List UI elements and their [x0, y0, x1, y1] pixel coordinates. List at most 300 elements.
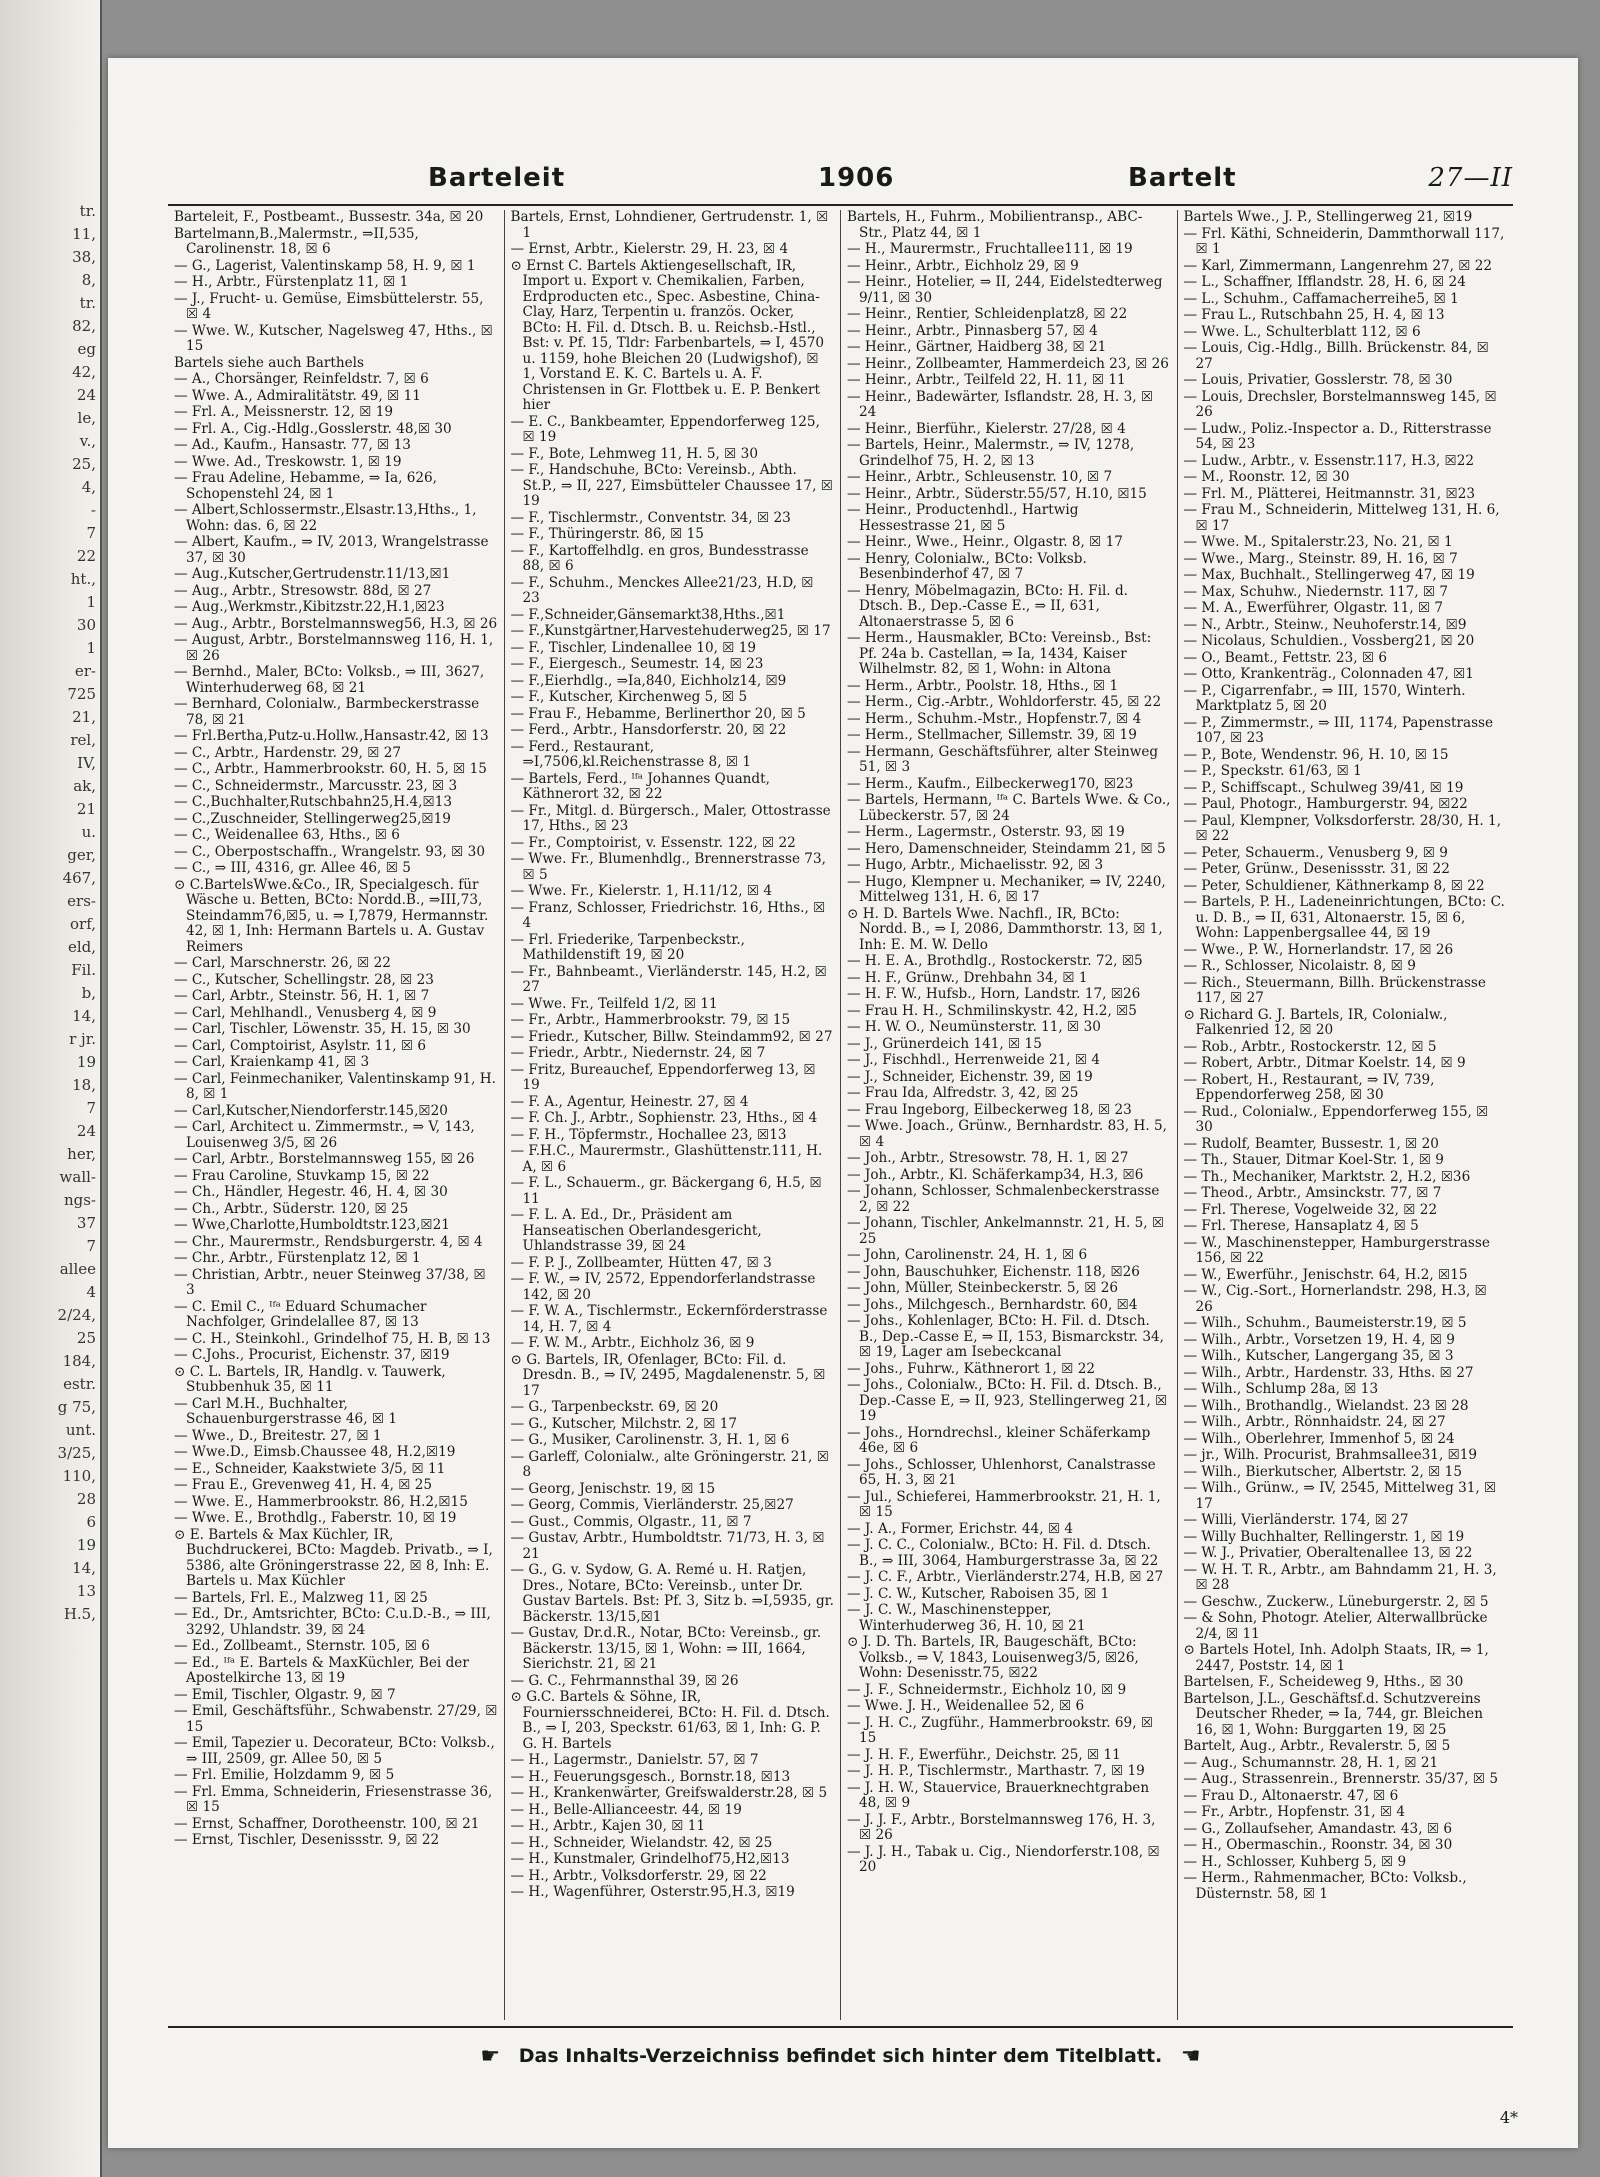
directory-entry: — Ludw., Arbtr., v. Essenstr.117, H.3, ☒22	[1183, 452, 1475, 469]
previous-page-fragment: 19	[76, 1053, 96, 1071]
directory-entry: — Frau M., Schneiderin, Mittelweg 131, H. 6, ☒ 17	[1183, 502, 1500, 534]
directory-entry: — M. A., Ewerführer, Olgastr. 11, ☒ 7	[1183, 600, 1444, 616]
directory-entry: — Herm., Schuhm.-Mstr., Hopfenstr.7, ☒ 4	[847, 710, 1142, 727]
previous-page-fragment: ht.,	[70, 570, 96, 588]
directory-entry: — H., Maurermstr., Fruchtallee111, ☒ 19	[847, 241, 1133, 257]
directory-entry: — Louis, Cig.-Hdlg., Billh. Brückenstr. 84, ☒ 27	[1183, 340, 1489, 372]
directory-entry: — Th., Stauer, Ditmar Koel-Str. 1, ☒ 9	[1183, 1152, 1444, 1168]
directory-entry: Bartels siehe auch Barthels	[174, 354, 364, 371]
directory-entry: — Frl. A., Cig.-Hdlg.,Gosslerstr. 48,☒ 30	[174, 420, 452, 437]
directory-entry: — G., Musiker, Carolinenstr. 3, H. 1, ☒ 6	[510, 1432, 790, 1448]
previous-page-fragment: 14,	[72, 1007, 96, 1025]
previous-page-fragment: 42,	[72, 363, 96, 381]
directory-entry: — F. H., Töpfermstr., Hochallee 23, ☒13	[510, 1126, 787, 1143]
directory-entry: Bartelson, J.L., Geschäftsf.d. Schutzvereins Deutscher Rheder, ⇒ Ia, 744, gr. Bleichen 16, ☒ 1, Wohn: Burggarten 19, ☒ 25	[1183, 1690, 1483, 1738]
directory-entry: — Bartels, P. H., Ladeneinrichtungen, BCto: C. u. D. B., ⇒ II, 631, Altonaerstr. 15, ☒ 6, Wohn: Lappenbergsallee 44, ☒ 19	[1183, 894, 1505, 941]
directory-entry: — Jul., Schieferei, Hammerbrookstr. 21, H. 1, ☒ 15	[847, 1488, 1161, 1520]
directory-entry: — Hero, Damenschneider, Steindamm 21, ☒ 5	[847, 840, 1166, 857]
directory-entry: — Johs., Kohlenlager, BCto: H. Fil. d. Dtsch. B., Dep.-Casse E, ⇒ II, 153, Bismarckstr. 34, ☒ 19, Lager am Isebeckcanal	[847, 1313, 1164, 1360]
directory-entry: — Henry, Colonialw., BCto: Volksb. Besenbinderhof 47, ☒ 7	[847, 550, 1087, 582]
directory-entry: — Aug., Strassenrein., Brennerstr. 35/37, ☒ 5	[1183, 1771, 1499, 1787]
directory-entry: — W. H. T. R., Arbtr., am Bahndamm 21, H. 3, ☒ 28	[1183, 1561, 1497, 1593]
directory-entry: — H., Arbtr., Fürstenplatz 11, ☒ 1	[174, 274, 409, 290]
directory-entry: — Frl. Friederike, Tarpenbeckstr., Mathildenstift 19, ☒ 20	[510, 931, 745, 963]
previous-page-fragment: 4,	[81, 478, 96, 496]
directory-entry: — G., Tarpenbeckstr. 69, ☒ 20	[510, 1399, 719, 1415]
directory-entry: — G., Zollaufseher, Amandastr. 43, ☒ 6	[1183, 1820, 1452, 1837]
directory-entry: — C., Schneidermstr., Marcusstr. 23, ☒ 3	[174, 777, 458, 794]
directory-entry: ⊙ G.C. Bartels & Söhne, IR, Fourniersschneiderei, BCto: H. Fil. d. Dtsch. B., ⇒ I, 203, Speckstr. 61/63, ☒ 1, Inh: G. P. G. H. Bartels	[510, 1689, 830, 1752]
directory-entry: — Karl, Zimmermann, Langenrehm 27, ☒ 22	[1183, 257, 1493, 274]
directory-entry: ⊙ Bartels Hotel, Inh. Adolph Staats, IR, ⇒ 1, 2447, Poststr. 14, ☒ 1	[1183, 1642, 1489, 1674]
directory-entry: — Herm., Kaufm., Eilbeckerweg170, ☒23	[847, 775, 1134, 792]
directory-entry: — H., Lagermstr., Danielstr. 57, ☒ 7	[510, 1752, 759, 1768]
directory-entry: — August, Arbtr., Borstelmannsweg 116, H. 1, ☒ 26	[174, 632, 494, 664]
signature-mark: 4*	[1499, 2108, 1518, 2127]
directory-entry: — Aug.,Kutscher,Gertrudenstr.11/13,☒1	[174, 566, 451, 582]
directory-entry: — Wwe. A., Admiralitätstr. 49, ☒ 11	[174, 387, 421, 404]
directory-entry: — Nicolaus, Schuldien., Vossberg21, ☒ 20	[1183, 633, 1475, 649]
directory-entry: — F. W. A., Tischlermstr., Eckernförderstrasse 14, H. 7, ☒ 4	[510, 1303, 828, 1335]
directory-entry: — Frl. Therese, Hansaplatz 4, ☒ 5	[1183, 1218, 1419, 1234]
directory-entry: — Wwe. Fr., Teilfeld 1/2, ☒ 11	[510, 995, 718, 1012]
directory-entry: — J., Fischhdl., Herrenweide 21, ☒ 4	[847, 1052, 1101, 1068]
previous-page-fragment: Fil.	[71, 961, 96, 979]
directory-entry: ⊙ C.BartelsWwe.&Co., IR, Specialgesch. für Wäsche u. Betten, BCto: Nordd.B., ⇒III,73, Steindamm76,☒5, u. ⇒ I,7879, Hermannstr. 42, ☒ 1, Inh: Hermann Bartels u. A. Gustav Reimers	[174, 876, 489, 955]
directory-entry: — H. E. A., Brothdlg., Rostockerstr. 72, ☒5	[847, 953, 1143, 969]
previous-page-fragment: ger,	[67, 846, 96, 864]
directory-entry: — Carl, Architect u. Zimmermstr., ⇒ V, 143, Louisenweg 3/5, ☒ 26	[174, 1119, 475, 1151]
directory-entry: — Wwe. M., Spitalerstr.23, No. 21, ☒ 1	[1183, 534, 1453, 550]
directory-entry: — Hermann, Geschäftsführer, alter Steinweg 51, ☒ 3	[847, 743, 1159, 775]
directory-entry: — H., Schneider, Wielandstr. 42, ☒ 25	[510, 1834, 773, 1851]
directory-entry: — Johann, Schlosser, Schmalenbeckerstrasse 2, ☒ 22	[847, 1183, 1160, 1215]
previous-page-fragment: -	[90, 501, 96, 519]
directory-entry: — Herm., Hausmakler, BCto: Vereinsb., Bst: Pf. 24a b. Castellan, ⇒ Ia, 1434, Kaiser Wilhelmstr. 82, ☒ 1, Wohn: in Altona	[847, 630, 1152, 677]
directory-entry: Bartels Wwe., J. P., Stellingerweg 21, ☒19	[1183, 210, 1473, 225]
directory-entry: — Herm., Stellmacher, Sillemstr. 39, ☒ 19	[847, 727, 1137, 743]
directory-entry: — Bernhard, Colonialw., Barmbeckerstrasse 78, ☒ 21	[174, 696, 480, 728]
previous-page-fragment: 110,	[62, 1467, 96, 1485]
directory-entry: — Bartels, Ferd., ᴵᶠᵃ Johannes Quandt, Käthnerort 32, ☒ 22	[510, 770, 770, 802]
previous-page-fragment: 467,	[62, 869, 96, 887]
directory-entry: — Frau Adeline, Hebamme, ⇒ Ia, 626, Schopenstehl 24, ☒ 1	[174, 470, 437, 502]
directory-entry: — F.H.C., Maurermstr., Glashüttenstr.111, H. A, ☒ 6	[510, 1143, 823, 1175]
directory-entry: — Wilh., Arbtr., Vorsetzen 19, H. 4, ☒ 9	[1183, 1331, 1455, 1348]
directory-entry: — Rud., Colonialw., Eppendorferweg 155, ☒ 30	[1183, 1103, 1489, 1135]
directory-entry: — W., Maschinenstepper, Hamburgerstrasse 156, ☒ 22	[1183, 1234, 1490, 1266]
column-4	[1178, 210, 1514, 2020]
previous-page-fragment: 1	[86, 593, 96, 611]
directory-entry: — Ed., Dr., Amtsrichter, BCto: C.u.D.-B., ⇒ III, 3292, Uhlandstr. 39, ☒ 24	[174, 1606, 491, 1638]
directory-entry: — J. H. F., Ewerführ., Deichstr. 25, ☒ 11	[847, 1746, 1121, 1763]
directory-entry: — Emil, Tischler, Olgastr. 9, ☒ 7	[174, 1686, 396, 1703]
previous-page-fragment: 4	[86, 1283, 96, 1301]
directory-entry: — Wilh., Schuhm., Baumeisterstr.19, ☒ 5	[1183, 1315, 1467, 1331]
directory-entry: — Carl, Feinmechaniker, Valentinskamp 91, H. 8, ☒ 1	[174, 1070, 496, 1102]
directory-entry: — Carl, Arbtr., Borstelmannsweg 155, ☒ 26	[174, 1151, 475, 1167]
directory-entry: — F. A., Agentur, Heinestr. 27, ☒ 4	[510, 1093, 749, 1110]
directory-entry: — jr., Wilh. Procurist, Brahmsallee31, ☒19	[1183, 1447, 1478, 1463]
directory-entry: — Wwe., Marg., Steinstr. 89, H. 16, ☒ 7	[1183, 550, 1458, 567]
directory-entry: — Heinr., Arbtr., Schleusenstr. 10, ☒ 7	[847, 469, 1113, 485]
directory-entry: — F. Ch. J., Arbtr., Sophienstr. 23, Hths., ☒ 4	[510, 1110, 818, 1126]
directory-entry: — Frl. Emilie, Holzdamm 9, ☒ 5	[174, 1767, 395, 1783]
directory-entry: ⊙ J. D. Th. Bartels, IR, Baugeschäft, BCto: Volksb., ⇒ V, 1843, Louisenweg3/5, ☒26, Wohn: Desenisstr.75, ☒22	[847, 1634, 1139, 1681]
directory-entry: — Ernst, Tischler, Desenissstr. 9, ☒ 22	[174, 1832, 440, 1848]
directory-entry: — Bernhd., Maler, BCto: Volksb., ⇒ III, 3627, Winterhuderweg 68, ☒ 21	[174, 664, 485, 696]
directory-entry: — F. L., Schauerm., gr. Bäckergang 6, H.5, ☒ 11	[510, 1175, 822, 1207]
directory-entry: — Chr., Arbtr., Fürstenplatz 12, ☒ 1	[174, 1250, 421, 1266]
directory-entry: — Heinr., Productenhdl., Hartwig Hessestrasse 21, ☒ 5	[847, 502, 1079, 534]
directory-entry: — Peter, Schauerm., Venusberg 9, ☒ 9	[1183, 844, 1448, 861]
directory-entry: ⊙ G. Bartels, IR, Ofenlager, BCto: Fil. d. Dresdn. B., ⇒ IV, 2495, Magdalenenstr. 5, ☒ 17	[510, 1351, 826, 1399]
directory-entry: — J. C. W., Maschinenstepper, Winterhuderweg 36, H. 10, ☒ 21	[847, 1602, 1086, 1634]
previous-page-fragment: eg	[77, 340, 96, 358]
directory-entry: — Rich., Steuermann, Billh. Brückenstrasse 117, ☒ 27	[1183, 974, 1486, 1006]
previous-page-fragment: wall-	[59, 1168, 96, 1186]
directory-page	[108, 58, 1578, 2148]
directory-entry: — Aug., Schumannstr. 28, H. 1, ☒ 21	[1183, 1754, 1439, 1771]
directory-entry: — Rudolf, Beamter, Bussestr. 1, ☒ 20	[1183, 1135, 1439, 1152]
directory-columns	[168, 210, 1513, 2020]
directory-entry: — Max, Buchhalt., Stellingerweg 47, ☒ 19	[1183, 567, 1475, 583]
directory-entry: — & Sohn, Photogr. Atelier, Alterwallbrücke 2/4, ☒ 11	[1183, 1610, 1488, 1642]
directory-entry: — Joh., Arbtr., Stresowstr. 78, H. 1, ☒ 27	[847, 1150, 1129, 1166]
directory-entry: — C., Kutscher, Schellingstr. 28, ☒ 23	[174, 971, 434, 988]
directory-entry: — Christian, Arbtr., neuer Steinweg 37/38, ☒ 3	[174, 1266, 486, 1298]
directory-entry: — Fr., Mitgl. d. Bürgersch., Maler, Ottostrasse 17, Hths., ☒ 23	[510, 802, 831, 834]
column-1	[168, 210, 505, 2020]
directory-entry: — L., Schuhm., Caffamacherreihe5, ☒ 1	[1183, 290, 1459, 307]
directory-entry: — W., Ewerführ., Jenischstr. 64, H.2, ☒15	[1183, 1266, 1468, 1283]
directory-entry: — W., Cig.-Sort., Hornerlandstr. 298, H.3, ☒ 26	[1183, 1283, 1487, 1315]
previous-page-fragment: 1	[86, 639, 96, 657]
directory-entry: — C.,Zuschneider, Stellingerweg25,☒19	[174, 810, 451, 827]
directory-entry: — E. C., Bankbeamter, Eppendorferweg 125, ☒ 19	[510, 413, 820, 445]
directory-entry: — J. H. P., Tischlermstr., Marthastr. 7, ☒ 19	[847, 1763, 1145, 1779]
directory-entry: — Johs., Horndrechsl., kleiner Schäferkamp 46e, ☒ 6	[847, 1424, 1151, 1456]
directory-entry: — H., Feuerungsgesch., Bornstr.18, ☒13	[510, 1768, 791, 1785]
directory-entry: — Heinr., Arbtr., Eichholz 29, ☒ 9	[847, 257, 1079, 274]
pointing-hand-right-icon: ☛	[480, 2044, 501, 2069]
directory-entry: Bartelmann,B.,Malermstr., ⇒II,535, Carolinenstr. 18, ☒ 6	[174, 225, 419, 257]
directory-entry: — Wwe.D., Eimsb.Chaussee 48, H.2,☒19	[174, 1444, 456, 1460]
directory-entry: — Robert, H., Restaurant, ⇒ IV, 739, Eppendorferweg 258, ☒ 30	[1183, 1071, 1435, 1103]
directory-entry: — Wwe. E., Hammerbrookstr. 86, H.2,☒15	[174, 1493, 468, 1510]
directory-entry: — Bartels, Heinr., Malermstr., ⇒ IV, 1278, Grindelhof 75, H. 2, ☒ 13	[847, 437, 1135, 469]
directory-entry: — John, Müller, Steinbeckerstr. 5, ☒ 26	[847, 1280, 1119, 1296]
previous-page-fragments	[0, 200, 96, 1626]
directory-entry: — Garleff, Colonialw., alte Gröningerstr. 21, ☒ 8	[510, 1448, 829, 1480]
directory-entry: — Th., Mechaniker, Marktstr. 2, H.2, ☒36	[1183, 1168, 1471, 1185]
directory-entry: — J. H. W., Stauervice, Brauerknechtgraben 48, ☒ 9	[847, 1779, 1150, 1811]
directory-entry: — F., Eiergesch., Seumestr. 14, ☒ 23	[510, 656, 764, 672]
directory-entry: — Carl, Tischler, Löwenstr. 35, H. 15, ☒ 30	[174, 1021, 471, 1037]
previous-page-fragment: 38,	[72, 248, 96, 266]
directory-entry: — P., Bote, Wendenstr. 96, H. 10, ☒ 15	[1183, 746, 1449, 763]
directory-entry: — H., Schlosser, Kuhberg 5, ☒ 9	[1183, 1853, 1407, 1870]
previous-page-fragment: ers-	[67, 892, 96, 910]
previous-page-fragment: b,	[81, 984, 96, 1002]
directory-entry: — J. H. C., Zugführ., Hammerbrookstr. 69, ☒ 15	[847, 1714, 1154, 1746]
directory-entry: — Henry, Möbelmagazin, BCto: H. Fil. d. Dtsch. B., Dep.-Casse E., ⇒ II, 631, Altonaerstrasse 5, ☒ 6	[847, 582, 1128, 630]
directory-entry: — Frau Ingeborg, Eilbeckerweg 18, ☒ 23	[847, 1101, 1132, 1118]
directory-entry: — F., Schuhm., Menckes Allee21/23, H.D, ☒ 23	[510, 574, 814, 606]
footer-rule	[168, 2026, 1513, 2028]
previous-page-fragment: rel,	[70, 731, 96, 749]
directory-entry: — Frau Caroline, Stuvkamp 15, ☒ 22	[174, 1167, 430, 1184]
directory-entry: — Wwe., P. W., Hornerlandstr. 17, ☒ 26	[1183, 941, 1454, 958]
directory-entry: ⊙ E. Bartels & Max Küchler, IR, Buchdruckerei, BCto: Magdeb. Privatb., ⇒ I, 5386, alte Gröningerstrasse 22, ☒ 8, Inh: E. Bartels u. Max Küchler	[174, 1526, 493, 1589]
directory-entry: — Aug., Arbtr., Borstelmannsweg56, H.3, ☒ 26	[174, 615, 498, 632]
directory-entry: — John, Bauschuhker, Eichenstr. 118, ☒26	[847, 1263, 1140, 1280]
directory-entry: — Wilh., Schlump 28a, ☒ 13	[1183, 1381, 1379, 1397]
directory-entry: — Franz, Schlosser, Friedrichstr. 16, Hths., ☒ 4	[510, 899, 826, 931]
previous-page-fragment: 7	[86, 1099, 96, 1117]
directory-entry: ⊙ Ernst C. Bartels Aktiengesellschaft, IR, Import u. Export v. Chemikalien, Farben, Erdproducten etc., Spec. Asbestine, China-Clay, Harz, Terpentin u. französ. Ocker, BCto: H. Fil. d. Dtsch. B. u. Reichsb.-Hstl., Bst: v. Pf. 15, Tldr: Farbenbartels, ⇒ I, 4570 u. 1159, hohe Bleichen 20 (Ludwigshof), ☒ 1, Vorstand E. K. C. Bartels u. A. F. Christensen in Gr. Flottbek u. E. P. Benkert hier	[510, 257, 825, 413]
directory-entry: — Friedr., Arbtr., Niedernstr. 24, ☒ 7	[510, 1045, 766, 1061]
directory-entry: — Heinr., Arbtr., Süderstr.55/57, H.10, ☒15	[847, 485, 1147, 502]
directory-entry: — Johs., Schlosser, Uhlenhorst, Canalstrasse 65, H. 3, ☒ 21	[847, 1456, 1156, 1488]
directory-entry: — Heinr., Arbtr., Teilfeld 22, H. 11, ☒ 11	[847, 372, 1126, 388]
previous-page-fragment: 25	[76, 1329, 96, 1347]
directory-entry: — J. C. C., Colonialw., BCto: H. Fil. d. Dtsch. B., ⇒ III, 3064, Hamburgerstrasse 3a, ☒ 22	[847, 1537, 1159, 1569]
directory-entry: — F. W., ⇒ IV, 2572, Eppendorferlandstrasse 142, ☒ 20	[510, 1271, 816, 1303]
directory-entry: — Wilh., Bierkutscher, Albertstr. 2, ☒ 15	[1183, 1463, 1462, 1480]
directory-entry: — H., Arbtr., Kajen 30, ☒ 11	[510, 1818, 706, 1834]
previous-page-fragment: 7	[86, 524, 96, 542]
directory-entry: — Wwe. W., Kutscher, Nagelsweg 47, Hths., ☒ 15	[174, 322, 493, 354]
directory-entry: — Ernst, Arbtr., Kielerstr. 29, H. 23, ☒ 4	[510, 241, 789, 257]
header-year: 1906	[818, 163, 895, 193]
directory-entry: — Fr., Arbtr., Hopfenstr. 31, ☒ 4	[1183, 1804, 1406, 1820]
previous-page-fragment: 7	[86, 1237, 96, 1255]
directory-entry: — H., Krankenwärter, Greifswalderstr.28, ☒ 5	[510, 1785, 828, 1801]
previous-page-fragment: IV,	[77, 754, 96, 772]
directory-entry: — Frau F., Hebamme, Berlinerthor 20, ☒ 5	[510, 705, 806, 722]
directory-entry: — Frau D., Altonaerstr. 47, ☒ 6	[1183, 1787, 1399, 1804]
column-2	[505, 210, 842, 2020]
pointing-hand-left-icon: ☚	[1180, 2044, 1201, 2069]
directory-entry: — F., Tischlermstr., Conventstr. 34, ☒ 23	[510, 509, 791, 526]
page-number: 27—II	[1428, 163, 1513, 193]
previous-page-fragment: orf,	[70, 915, 96, 933]
directory-entry: — G., Lagerist, Valentinskamp 58, H. 9, ☒ 1	[174, 257, 476, 274]
directory-entry: — H., Belle-Allianceestr. 44, ☒ 19	[510, 1801, 742, 1818]
directory-entry: — Frl. Käthi, Schneiderin, Dammthorwall 117, ☒ 1	[1183, 225, 1505, 257]
directory-entry: — Herm., Arbtr., Poolstr. 18, Hths., ☒ 1	[847, 677, 1119, 694]
directory-entry: — Wilh., Arbtr., Rönnhaidstr. 24, ☒ 27	[1183, 1414, 1446, 1430]
directory-entry: — Frau Ida, Alfredstr. 3, 42, ☒ 25	[847, 1085, 1079, 1101]
header-right-name: Bartelt	[1128, 163, 1237, 193]
directory-entry: ⊙ H. D. Bartels Wwe. Nachfl., IR, BCto: Nordd. B., ⇒ I, 2086, Dammthorstr. 13, ☒ 1, Inh: E. M. W. Dello	[847, 905, 1163, 953]
directory-entry: — Louis, Privatier, Gosslerstr. 78, ☒ 30	[1183, 372, 1453, 388]
header-left-name: Barteleit	[428, 163, 566, 193]
directory-entry: — C., Oberpostschaffn., Wrangelstr. 93, ☒ 30	[174, 843, 485, 860]
previous-page-fragment: 24	[76, 1122, 96, 1140]
directory-entry: — Ed., Zollbeamt., Sternstr. 105, ☒ 6	[174, 1638, 430, 1654]
directory-entry: — H., Wagenführer, Osterstr.95,H.3, ☒19	[510, 1884, 795, 1900]
previous-page-fragment: 8,	[81, 271, 96, 289]
directory-entry: — Carl, Marschnerstr. 26, ☒ 22	[174, 955, 391, 971]
previous-page-fragment: 3/25,	[57, 1444, 96, 1462]
directory-entry: — F.,Eierhdlg., ⇒Ia,840, Eichholz14, ☒9	[510, 672, 787, 689]
directory-entry: — Albert, Kaufm., ⇒ IV, 2013, Wrangelstrasse 37, ☒ 30	[174, 534, 489, 566]
directory-entry: — G., Kutscher, Milchstr. 2, ☒ 17	[510, 1415, 738, 1432]
directory-entry: — Georg, Commis, Vierländerstr. 25,☒27	[510, 1497, 794, 1513]
directory-entry: — Heinr., Gärtner, Haidberg 38, ☒ 21	[847, 339, 1107, 355]
directory-entry: ⊙ C. L. Bartels, IR, Handlg. v. Tauwerk, Stubbenhuk 35, ☒ 11	[174, 1363, 446, 1395]
directory-entry: Bartels, Ernst, Lohndiener, Gertrudenstr. 1, ☒ 1	[510, 210, 829, 241]
previous-page-fragment: 28	[76, 1490, 96, 1508]
footer-notice-text: Das Inhalts-Verzeichniss befindet sich hinter dem Titelblatt.	[518, 2045, 1163, 2067]
directory-entry: — Emil, Tapezier u. Decorateur, BCto: Volksb., ⇒ III, 2509, gr. Allee 50, ☒ 5	[174, 1735, 495, 1767]
directory-entry: — J. J. H., Tabak u. Cig., Niendorferstr.108, ☒ 20	[847, 1843, 1160, 1875]
directory-entry: — Ferd., Arbtr., Hansdorferstr. 20, ☒ 22	[510, 722, 787, 738]
previous-page-edge	[0, 0, 102, 2177]
previous-page-fragment: 25,	[72, 455, 96, 473]
directory-entry: — Heinr., Wwe., Heinr., Olgastr. 8, ☒ 17	[847, 534, 1123, 550]
directory-entry: — Chr., Maurermstr., Rendsburgerstr. 4, ☒ 4	[174, 1233, 483, 1250]
directory-entry: — Joh., Arbtr., Kl. Schäferkamp34, H.3, ☒6	[847, 1166, 1144, 1183]
previous-page-fragment: 82,	[72, 317, 96, 335]
directory-entry: — H., Obermaschin., Roonstr. 34, ☒ 30	[1183, 1837, 1453, 1853]
previous-page-fragment: unt.	[65, 1421, 96, 1439]
directory-entry: — Wwe,Charlotte,Humboldtstr.123,☒21	[174, 1217, 450, 1233]
previous-page-fragment: her,	[67, 1145, 96, 1163]
directory-entry: — P., Schiffscapt., Schulweg 39/41, ☒ 19	[1183, 779, 1464, 796]
previous-page-fragment: 21	[76, 800, 96, 818]
directory-entry: — Peter, Grünw., Desenissstr. 31, ☒ 22	[1183, 861, 1450, 877]
directory-entry: — J. C. W., Kutscher, Raboisen 35, ☒ 1	[847, 1585, 1110, 1602]
directory-entry: Bartelt, Aug., Arbtr., Revalerstr. 5, ☒ 5	[1183, 1738, 1451, 1754]
directory-entry: — Carl, Kraienkamp 41, ☒ 3	[174, 1054, 370, 1070]
directory-entry: — H., Kunstmaler, Grindelhof75,H2,☒13	[510, 1851, 790, 1867]
directory-entry: — J. C. F., Arbtr., Vierländerstr.274, H.B, ☒ 27	[847, 1569, 1164, 1585]
directory-entry: — H., Arbtr., Volksdorferstr. 29, ☒ 22	[510, 1867, 767, 1884]
previous-page-fragment: 37	[76, 1214, 96, 1232]
directory-entry: — Wilh., Brothandlg., Wielandst. 23 ☒ 28	[1183, 1397, 1469, 1414]
previous-page-fragment: 18,	[72, 1076, 96, 1094]
directory-entry: — Frl. M., Plätterei, Heitmannstr. 31, ☒23	[1183, 485, 1476, 502]
previous-page-fragment: estr.	[63, 1375, 96, 1393]
directory-entry: — Johs., Milchgesch., Bernhardstr. 60, ☒4	[847, 1296, 1138, 1313]
previous-page-fragment: er-	[74, 662, 96, 680]
directory-entry: — M., Roonstr. 12, ☒ 30	[1183, 469, 1350, 485]
previous-page-fragment: v.,	[79, 432, 96, 450]
directory-entry: — Fr., Comptoirist, v. Essenstr. 122, ☒ 22	[510, 834, 796, 851]
previous-page-fragment: le,	[77, 409, 96, 427]
directory-entry: — Wwe. Fr., Kielerstr. 1, H.11/12, ☒ 4	[510, 883, 773, 899]
directory-entry: — Wilh., Arbtr., Hardenstr. 33, Hths. ☒ 27	[1183, 1364, 1474, 1381]
directory-entry: — Carl, Arbtr., Steinstr. 56, H. 1, ☒ 7	[174, 988, 430, 1004]
previous-page-fragment: 13	[76, 1582, 96, 1600]
directory-entry: — Fritz, Bureauchef, Eppendorferweg 13, ☒ 19	[510, 1061, 816, 1093]
directory-entry: — Ludw., Poliz.-Inspector a. D., Ritterstrasse 54, ☒ 23	[1183, 420, 1492, 452]
directory-entry: — Paul, Klempner, Volksdorferstr. 28/30, H. 1, ☒ 22	[1183, 812, 1502, 844]
page-header	[168, 163, 1513, 203]
previous-page-fragment: 6	[86, 1513, 96, 1531]
directory-entry: — Ernst, Schaffner, Dorotheenstr. 100, ☒ 21	[174, 1815, 480, 1832]
previous-page-fragment: ak,	[73, 777, 96, 795]
directory-entry: — Wwe. E., Brothdlg., Faberstr. 10, ☒ 19	[174, 1510, 457, 1526]
previous-page-fragment: u.	[81, 823, 96, 841]
directory-entry: — Theod., Arbtr., Amsinckstr. 77, ☒ 7	[1183, 1185, 1442, 1201]
directory-entry: — F.,Kunstgärtner,Harvestehuderweg25, ☒ 17	[510, 623, 831, 639]
directory-entry: — Herm., Lagermstr., Osterstr. 93, ☒ 19	[847, 824, 1125, 840]
directory-entry: — H. W. O., Neumünsterstr. 11, ☒ 30	[847, 1019, 1101, 1035]
directory-entry: — E., Schneider, Kaakstwiete 3/5, ☒ 11	[174, 1460, 446, 1477]
directory-entry: — P., Cigarrenfabr., ⇒ III, 1570, Winterh. Marktplatz 5, ☒ 20	[1183, 682, 1466, 714]
directory-entry: — Louis, Drechsler, Borstelmannsweg 145, ☒ 26	[1183, 388, 1497, 420]
directory-entry: — G., G. v. Sydow, G. A. Remé u. H. Ratjen, Dres., Notare, BCto: Vereinsb., unter Dr. Gustav Bartels. Bst: Pf. 3, Sitz b. ⇒I,5935, gr. Bäckerstr. 13/15,☒1	[510, 1562, 834, 1625]
directory-entry: — Paul, Photogr., Hamburgerstr. 94, ☒22	[1183, 796, 1468, 812]
directory-entry: — P., Zimmermstr., ⇒ III, 1174, Papenstrasse 107, ☒ 23	[1183, 714, 1494, 746]
directory-entry: — C. Emil C., ᴵᶠᵃ Eduard Schumacher Nachfolger, Grindelallee 87, ☒ 13	[174, 1298, 427, 1330]
directory-entry: — Robert, Arbtr., Ditmar Koelstr. 14, ☒ 9	[1183, 1055, 1466, 1071]
directory-entry: — Heinr., Zollbeamter, Hammerdeich 23, ☒ 26	[847, 355, 1169, 372]
directory-entry: — F. L. A. Ed., Dr., Präsident am Hanseatischen Oberlandesgericht, Uhlandstrasse 39, ☒ 24	[510, 1207, 762, 1254]
directory-entry: — Heinr., Rentier, Schleidenplatz8, ☒ 22	[847, 306, 1128, 322]
directory-entry: — Frau H. H., Schmilinskystr. 42, H.2, ☒5	[847, 1002, 1137, 1019]
directory-entry: — Wilh., Oberlehrer, Immenhof 5, ☒ 24	[1183, 1430, 1455, 1447]
directory-entry: — Carl, Comptoirist, Asylstr. 11, ☒ 6	[174, 1037, 427, 1054]
previous-page-fragment: 19	[76, 1536, 96, 1554]
directory-entry: Barteleit, F., Postbeamt., Bussestr. 34a, ☒ 20	[174, 210, 484, 225]
directory-entry: ⊙ Richard G. J. Bartels, IR, Colonialw., Falkenried 12, ☒ 20	[1183, 1006, 1448, 1038]
previous-page-fragment: 184,	[62, 1352, 96, 1370]
directory-entry: — A., Chorsänger, Reinfeldstr. 7, ☒ 6	[174, 371, 429, 387]
directory-entry: — Frl. Emma, Schneiderin, Friesenstrasse 36, ☒ 15	[174, 1783, 493, 1815]
previous-page-fragment: allee	[59, 1260, 96, 1278]
directory-entry: — Rob., Arbtr., Rostockerstr. 12, ☒ 5	[1183, 1038, 1437, 1055]
previous-page-fragment: 2/24,	[57, 1306, 96, 1324]
directory-entry: — Wwe. J. H., Weidenallee 52, ☒ 6	[847, 1698, 1085, 1714]
directory-entry: — Gustav, Dr.d.R., Notar, BCto: Vereinsb., gr. Bäckerstr. 13/15, ☒ 1, Wohn: ⇒ III, 1664, Sierichstr. 21, ☒ 21	[510, 1625, 822, 1672]
directory-entry: — Frau L., Rutschbahn 25, H. 4, ☒ 13	[1183, 307, 1445, 323]
directory-entry: — Ch., Arbtr., Süderstr. 120, ☒ 25	[174, 1200, 409, 1217]
directory-entry: — Frl.Bertha,Putz-u.Hollw.,Hansastr.42, ☒ 13	[174, 728, 489, 744]
directory-entry: — Carl,Kutscher,Niendorferstr.145,☒20	[174, 1102, 448, 1119]
directory-entry: — H. F., Grünw., Drehbahn 34, ☒ 1	[847, 969, 1088, 986]
directory-entry: — F., Handschuhe, BCto: Vereinsb., Abth. St.P., ⇒ II, 227, Eimsbütteler Chaussee 17, ☒ 19	[510, 462, 833, 509]
directory-entry: — Ad., Kaufm., Hansastr. 77, ☒ 13	[174, 437, 411, 453]
directory-entry: — F., Bote, Lehmweg 11, H. 5, ☒ 30	[510, 445, 758, 462]
directory-entry: — Gustav, Arbtr., Humboldtstr. 71/73, H. 3, ☒ 21	[510, 1530, 825, 1562]
directory-entry: — Heinr., Arbtr., Pinnasberg 57, ☒ 4	[847, 322, 1098, 339]
previous-page-fragment: 11,	[72, 225, 96, 243]
directory-entry: Bartels, H., Fuhrm., Mobilientransp., ABC-Str., Platz 44, ☒ 1	[847, 210, 1143, 241]
directory-entry: — Gust., Commis, Olgastr., 11, ☒ 7	[510, 1513, 752, 1530]
directory-entry: — Frau E., Grevenweg 41, H. 4, ☒ 25	[174, 1477, 433, 1493]
directory-entry: — J. A., Former, Erichstr. 44, ☒ 4	[847, 1520, 1074, 1537]
footer-notice	[168, 2044, 1513, 2069]
directory-entry: Bartelsen, F., Scheideweg 9, Hths., ☒ 30	[1183, 1674, 1464, 1690]
directory-entry: — Geschw., Zuckerw., Lüneburgerstr. 2, ☒ 5	[1183, 1593, 1489, 1610]
directory-entry: — F.,Schneider,Gänsemarkt38,Hths.,☒1	[510, 606, 786, 623]
directory-entry: — F. P. J., Zollbeamter, Hütten 47, ☒ 3	[510, 1254, 772, 1271]
previous-page-fragment: eld,	[67, 938, 96, 956]
directory-entry: — J. F., Schneidermstr., Eichholz 10, ☒ 9	[847, 1681, 1127, 1698]
directory-entry: — Wwe., D., Breitestr. 27, ☒ 1	[174, 1427, 382, 1444]
directory-entry: — R., Schlosser, Nicolaistr. 8, ☒ 9	[1183, 958, 1416, 974]
previous-page-fragment: 21,	[72, 708, 96, 726]
directory-entry: — Heinr., Bierführ., Kielerstr. 27/28, ☒ 4	[847, 420, 1126, 437]
previous-page-fragment: tr.	[79, 202, 96, 220]
directory-entry: — Carl, Mehlhandl., Venusberg 4, ☒ 9	[174, 1004, 437, 1021]
directory-entry: — Johs., Fuhrw., Käthnerort 1, ☒ 22	[847, 1360, 1096, 1377]
